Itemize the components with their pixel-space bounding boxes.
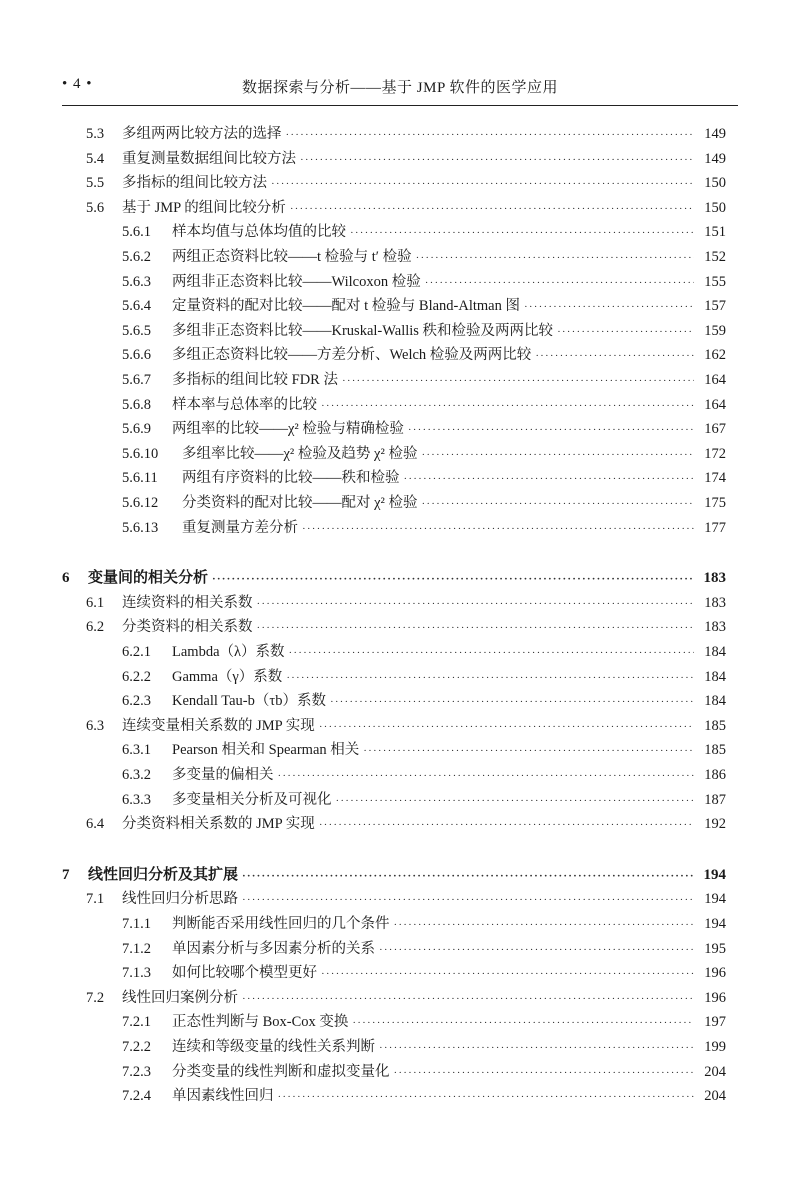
toc-entry-title: 正态性判断与 Box-Cox 变换	[172, 1014, 349, 1031]
toc-entry-page: 177	[704, 519, 726, 536]
toc-entry-title: Kendall Tau-b（τb）系数	[172, 693, 326, 710]
toc-entry-page: 186	[704, 767, 726, 783]
dot-leader	[330, 696, 694, 708]
toc-entry-number: 5.6.13	[122, 519, 159, 536]
toc-entry-title: 分类变量的线性判断和虚拟变量化	[172, 1063, 390, 1080]
dot-leader	[422, 498, 694, 510]
toc-entry-page: 196	[704, 965, 726, 982]
toc-subsection-entry[interactable]	[122, 788, 726, 810]
toc-entry-page: 150	[704, 175, 726, 192]
toc-entry-number: 5.6.4	[122, 298, 151, 315]
toc-entry-title: Gamma（γ）系数	[172, 668, 283, 685]
toc-entry-title: 分类资料相关系数的 JMP 实现	[122, 816, 315, 833]
toc-entry-page: 195	[704, 940, 726, 957]
dot-leader	[394, 919, 695, 931]
dot-leader	[257, 598, 695, 610]
toc-entry-page: 172	[704, 445, 726, 462]
toc-entry-number: 7.2	[86, 989, 105, 1006]
toc-entry-number: 6.1	[86, 594, 105, 611]
toc-entry-number: 5.6.9	[122, 421, 151, 438]
dot-leader	[352, 1017, 694, 1029]
toc-entry-number: 6.3.2	[122, 767, 151, 783]
toc-subsection-entry[interactable]	[122, 417, 726, 439]
toc-entry-title: 多组非正态资料比较——Kruskal-Wallis 秩和检验及两两比较	[172, 322, 554, 339]
toc-entry-page: 187	[704, 791, 726, 808]
toc-entry-number: 6.2	[86, 619, 105, 636]
toc-entry-page: 162	[704, 347, 726, 364]
dot-leader	[302, 523, 694, 535]
toc-entry-title: 样本均值与总体均值的比较	[172, 224, 346, 241]
toc-entry-page: 183	[704, 619, 726, 636]
toc-entry-page: 197	[704, 1014, 726, 1031]
toc-entry-page: 199	[704, 1039, 726, 1055]
header-rule	[62, 105, 738, 106]
dot-leader	[286, 672, 694, 684]
toc-subsection-entry[interactable]	[122, 343, 726, 365]
toc-subsection-entry[interactable]	[122, 961, 726, 983]
toc-subsection-entry[interactable]	[122, 245, 726, 267]
toc-entry-page: 184	[704, 644, 726, 660]
toc-entry-page: 175	[704, 495, 726, 511]
dot-leader	[257, 622, 695, 634]
toc-entry-number: 5.6.10	[122, 445, 159, 462]
toc-entry-number: 5.6.3	[122, 273, 151, 290]
toc-entry-title: 两组有序资料的比较——秩和检验	[182, 470, 400, 487]
dot-leader	[278, 1091, 695, 1103]
toc-subsection-entry[interactable]	[122, 319, 726, 341]
toc-entry-number: 7.1.3	[122, 965, 151, 982]
toc-subsection-entry[interactable]	[122, 220, 726, 242]
dot-leader	[286, 129, 695, 141]
toc-entry-title: 多变量的偏相关	[172, 767, 274, 783]
dot-leader	[416, 252, 694, 264]
dot-leader	[321, 400, 694, 412]
dot-leader	[242, 894, 694, 906]
toc-chapter-entry[interactable]	[62, 863, 726, 885]
toc-subsection-entry[interactable]	[122, 294, 726, 316]
toc-entry-page: 185	[704, 717, 726, 734]
toc-entry-number: 7.2.1	[122, 1014, 151, 1031]
toc-subsection-entry[interactable]	[122, 442, 726, 464]
toc-entry-number: 5.6.6	[122, 347, 151, 364]
toc-entry-page: 157	[704, 298, 726, 315]
toc-section-entry[interactable]	[86, 812, 726, 834]
toc-section-entry[interactable]	[86, 887, 726, 909]
toc-entry-title: 变量间的相关分析	[88, 570, 209, 587]
toc-entry-number: 6.4	[86, 816, 105, 833]
dot-leader	[242, 993, 694, 1005]
toc-entry-number: 7.1.1	[122, 916, 151, 932]
toc-entry-number: 5.6.1	[122, 224, 151, 241]
toc-entry-page: 204	[704, 1088, 726, 1105]
toc-entry-title: 连续和等级变量的线性关系判断	[172, 1039, 375, 1055]
toc-entry-number: 5.4	[86, 150, 105, 167]
toc-entry-title: 如何比较哪个模型更好	[172, 965, 317, 982]
toc-entry-page: 184	[704, 693, 726, 710]
toc-subsection-entry[interactable]	[122, 665, 726, 687]
toc-entry-page: 194	[704, 891, 726, 908]
dot-leader	[394, 1067, 695, 1079]
toc-entry-title: 样本率与总体率的比较	[172, 396, 317, 413]
toc-entry-number: 5.6.8	[122, 396, 151, 413]
toc-entry-number: 6	[62, 570, 70, 587]
toc-entry-page: 194	[703, 866, 726, 883]
toc-entry-title: 判断能否采用线性回归的几个条件	[172, 916, 390, 932]
toc-entry-title: 多组率比较——χ² 检验及趋势 χ² 检验	[182, 445, 418, 462]
toc-entry-page: 159	[704, 322, 726, 339]
toc-section-entry[interactable]	[86, 986, 726, 1008]
dot-leader	[300, 154, 694, 166]
dot-leader	[319, 721, 694, 733]
toc-entry-number: 6.2.2	[122, 668, 151, 685]
toc-subsection-entry[interactable]	[122, 368, 726, 390]
toc-entry-page: 152	[704, 249, 726, 265]
toc-entry-number: 7.2.4	[122, 1088, 151, 1105]
dot-leader	[271, 178, 694, 190]
toc-subsection-entry[interactable]	[122, 912, 726, 934]
toc-entry-number: 6.3	[86, 717, 105, 734]
toc-entry-title: 分类资料的配对比较——配对 χ² 检验	[182, 495, 418, 511]
toc-subsection-entry[interactable]	[122, 1084, 726, 1106]
toc-entry-title: 连续资料的相关系数	[122, 594, 253, 611]
toc-entry-number: 7	[62, 866, 70, 883]
toc-subsection-entry[interactable]	[122, 516, 726, 538]
toc-entry-page: 155	[704, 273, 726, 290]
dot-leader	[408, 424, 694, 436]
toc-entry-title: Pearson 相关和 Spearman 相关	[172, 742, 360, 759]
toc-entry-number: 5.5	[86, 175, 105, 192]
toc-section-entry[interactable]	[86, 171, 726, 193]
dot-leader	[557, 326, 694, 338]
toc-entry-title: 两组非正态资料比较——Wilcoxon 检验	[172, 273, 421, 290]
toc-entry-number: 6.2.1	[122, 644, 151, 660]
toc-subsection-entry[interactable]	[122, 1060, 726, 1082]
toc-entry-page: 167	[704, 421, 726, 438]
toc-subsection-entry[interactable]	[122, 937, 726, 959]
toc-entry-title: 多指标的组间比较方法	[122, 175, 267, 192]
running-header	[62, 76, 738, 102]
dot-leader	[425, 277, 694, 289]
toc-entry-number: 7.1.2	[122, 940, 151, 957]
toc-entry-title: 单因素分析与多因素分析的关系	[172, 940, 375, 957]
toc-subsection-entry[interactable]	[122, 640, 726, 662]
toc-entry-number: 6.2.3	[122, 693, 151, 710]
toc-entry-number: 5.3	[86, 126, 105, 142]
toc-entry-page: 164	[704, 396, 726, 413]
dot-leader	[363, 745, 694, 757]
toc-entry-page: 196	[704, 989, 726, 1006]
toc-chapter-entry[interactable]	[62, 566, 726, 588]
toc-entry-title: 基于 JMP 的组间比较分析	[122, 199, 286, 216]
toc-section-entry[interactable]	[86, 196, 726, 218]
dot-leader	[524, 301, 694, 313]
dot-leader	[342, 375, 694, 387]
dot-leader	[535, 350, 694, 362]
toc-subsection-entry[interactable]	[122, 1010, 726, 1032]
toc-entry-number: 5.6.7	[122, 372, 151, 388]
dot-leader	[350, 227, 694, 239]
toc-entry-title: 线性回归分析及其扩展	[88, 866, 239, 883]
toc-entry-title: 多指标的组间比较 FDR 法	[172, 372, 338, 388]
toc-section-entry[interactable]	[86, 615, 726, 637]
toc-entry-page: 149	[704, 150, 726, 167]
toc-entry-number: 7.2.2	[122, 1039, 151, 1055]
toc-entry-page: 149	[704, 126, 726, 142]
toc-entry-number: 5.6.12	[122, 495, 159, 511]
dot-leader	[212, 573, 694, 585]
toc-entry-page: 184	[704, 668, 726, 685]
toc-entry-title: 两组率的比较——χ² 检验与精确检验	[172, 421, 404, 438]
toc-entry-title: Lambda（λ）系数	[172, 644, 285, 660]
toc-entry-title: 多变量相关分析及可视化	[172, 791, 332, 808]
toc-entry-page: 164	[704, 372, 726, 388]
toc-entry-number: 6.3.3	[122, 791, 151, 808]
book-title: 数据探索与分析——基于 JMP 软件的医学应用	[242, 80, 558, 96]
toc-section-entry[interactable]	[86, 714, 726, 736]
toc-entry-page: 194	[704, 916, 726, 932]
toc-entry-title: 多组正态资料比较——方差分析、Welch 检验及两两比较	[172, 347, 532, 364]
toc-entry-page: 151	[704, 224, 726, 241]
toc-subsection-entry[interactable]	[122, 491, 726, 513]
dot-leader	[321, 968, 694, 980]
toc-entry-title: 定量资料的配对比较——配对 t 检验与 Bland-Altman 图	[172, 298, 520, 315]
toc-subsection-entry[interactable]	[122, 1035, 726, 1057]
toc-entry-page: 185	[704, 742, 726, 759]
toc-subsection-entry[interactable]	[122, 689, 726, 711]
toc-entry-title: 单因素线性回归	[172, 1088, 274, 1105]
page-number: • 4 •	[62, 76, 93, 92]
toc-entry-number: 6.3.1	[122, 742, 151, 759]
toc-section-entry[interactable]	[86, 591, 726, 613]
toc-entry-title: 重复测量数据组间比较方法	[122, 150, 296, 167]
dot-leader	[379, 1042, 694, 1054]
toc-entry-number: 5.6.2	[122, 249, 151, 265]
toc-entry-page: 192	[704, 816, 726, 833]
dot-leader	[289, 647, 694, 659]
toc-entry-page: 174	[704, 470, 726, 487]
dot-leader	[319, 819, 694, 831]
dot-leader	[290, 203, 694, 215]
dot-leader	[242, 870, 694, 882]
toc-entry-title: 线性回归分析思路	[122, 891, 238, 908]
toc-entry-title: 重复测量方差分析	[182, 519, 298, 536]
dot-leader	[421, 449, 694, 461]
toc-entry-number: 5.6.5	[122, 322, 151, 339]
dot-leader	[404, 473, 695, 485]
toc-entry-title: 两组正态资料比较——t 检验与 t′ 检验	[172, 249, 412, 265]
toc-section-entry[interactable]	[86, 147, 726, 169]
toc-section-entry[interactable]	[86, 122, 726, 144]
toc-subsection-entry[interactable]	[122, 738, 726, 760]
toc-entry-number: 7.1	[86, 891, 105, 908]
toc-entry-title: 连续变量相关系数的 JMP 实现	[122, 717, 315, 734]
toc-subsection-entry[interactable]	[122, 270, 726, 292]
dot-leader	[379, 944, 694, 956]
toc-entry-page: 204	[704, 1063, 726, 1080]
toc-subsection-entry[interactable]	[122, 466, 726, 488]
toc-entry-title: 多组两两比较方法的选择	[122, 126, 282, 142]
toc-entry-number: 5.6.11	[122, 470, 158, 487]
toc-entry-title: 线性回归案例分析	[122, 989, 238, 1006]
toc-entry-number: 7.2.3	[122, 1063, 151, 1080]
toc-subsection-entry[interactable]	[122, 763, 726, 785]
dot-leader	[336, 795, 695, 807]
toc-entry-title: 分类资料的相关系数	[122, 619, 253, 636]
toc-subsection-entry[interactable]	[122, 393, 726, 415]
toc-entry-page: 183	[704, 594, 726, 611]
dot-leader	[278, 770, 695, 782]
toc-entry-number: 5.6	[86, 199, 105, 216]
toc-entry-page: 150	[704, 199, 726, 216]
toc-entry-page: 183	[703, 570, 726, 587]
